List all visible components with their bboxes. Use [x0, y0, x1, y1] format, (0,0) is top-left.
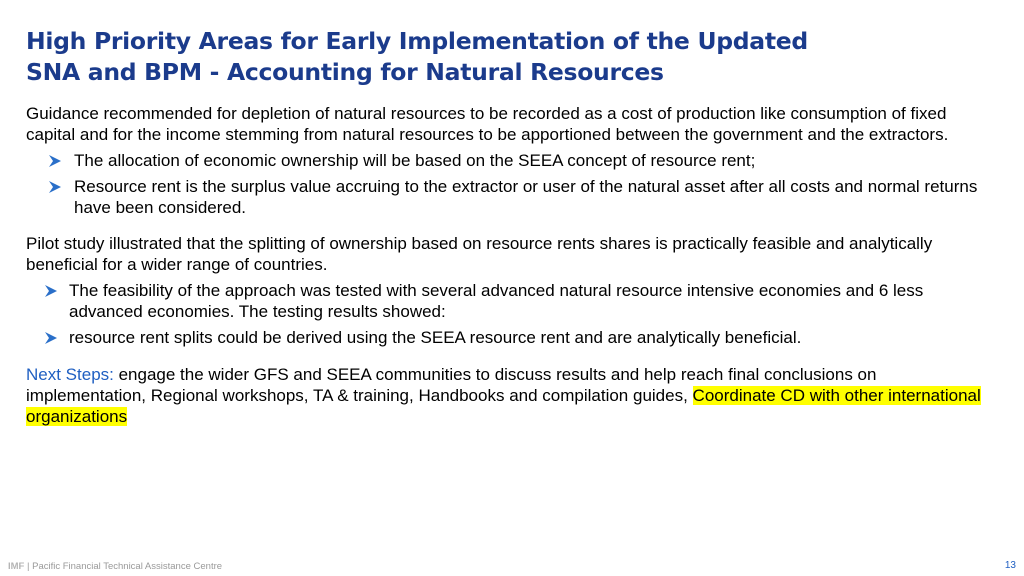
paragraph-depletion-guidance: Guidance recommended for depletion of natural resources to be recorded as a cost of production like consumption of fixed capital and for the income stemming from natural resources to be apportioned between the government and the extractors. — [26, 104, 949, 144]
footer-org-name: Pacific Financial Technical Assistance Centre — [32, 561, 223, 572]
paragraph-pilot-study: Pilot study illustrated that the splitting of ownership based on resource rents shares is practically feasible and analytically beneficial for a wider range of countries. — [26, 234, 933, 274]
list-item — [26, 150, 986, 171]
page-number: 13 — [1004, 560, 1016, 571]
next-steps-text: engage the wider GFS and SEEA communities to discuss results and help reach final conclusions on implementation, Regional workshops, TA & training, Handbooks and compilation guides, — [26, 365, 877, 405]
imf-logo: IMF — [8, 561, 25, 572]
slide-title — [26, 26, 986, 88]
footer-separator: | — [24, 561, 33, 572]
slide-title-line-1: High Priority Areas for Early Implementation of the Updated — [26, 27, 808, 55]
arrow-bullet-icon — [48, 154, 62, 168]
arrow-bullet-icon — [48, 180, 62, 194]
list-item — [26, 176, 986, 218]
bullet-text: The allocation of economic ownership will be based on the SEEA concept of resource rent; — [74, 151, 756, 170]
bullet-list-testing — [26, 280, 986, 348]
paragraph-next-steps — [26, 364, 986, 427]
highlighted-text: Coordinate CD with other international organizations — [26, 386, 981, 426]
bullet-text: resource rent splits could be derived using the SEEA resource rent and are analytically beneficial. — [69, 328, 802, 347]
list-item — [26, 327, 986, 348]
bullet-text: Resource rent is the surplus value accruing to the extractor or user of the natural asset after all costs and normal returns have been considered. — [74, 177, 978, 217]
footer — [8, 561, 222, 572]
arrow-bullet-icon — [44, 331, 58, 345]
slide-title-line-2: SNA and BPM - Accounting for Natural Resources — [26, 58, 664, 86]
slide-body — [26, 103, 986, 427]
bullet-text: The feasibility of the approach was tested with several advanced natural resource intensive economies and 6 less advanced economies. The testing results showed: — [69, 281, 924, 321]
next-steps-label: Next Steps: — [26, 365, 114, 384]
arrow-bullet-icon — [44, 284, 58, 298]
list-item — [26, 280, 986, 322]
bullet-list-ownership — [26, 150, 986, 218]
